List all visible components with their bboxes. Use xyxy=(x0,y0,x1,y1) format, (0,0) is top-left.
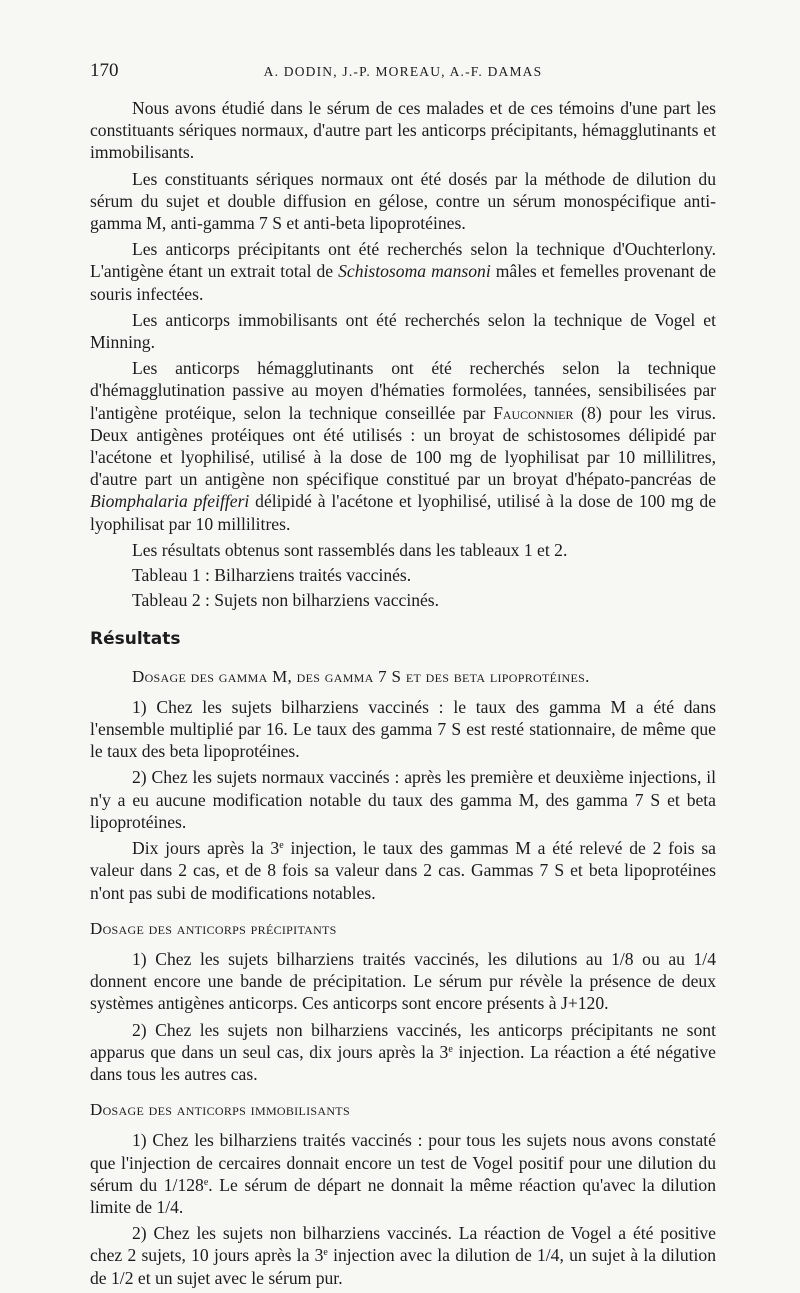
paragraph xyxy=(90,1129,716,1218)
page-number: 170 xyxy=(90,60,119,81)
body-text xyxy=(90,97,716,1293)
table-reference: Tableau 1 : Bilharziens traités vaccinés. xyxy=(132,565,412,586)
paragraph: Les résultats obtenus sont rassemblés dans les tableaux 1 et 2. xyxy=(132,539,568,560)
subsection-title: Dosage des anticorps immobilisants xyxy=(90,1100,350,1120)
paragraph: 1) Chez les sujets bilharziens vaccinés : le taux des gamma M a été dans l'ensemble multiplié par 16. Le taux des gamma 7 S est resté stationnaire, de même que le taux des beta lipoprotéines. xyxy=(90,696,716,762)
author-name: Fauconnier xyxy=(493,402,574,423)
species-name: Schistosoma mansoni xyxy=(338,261,491,282)
superscript: e xyxy=(448,1043,453,1055)
species-name: Biomphalaria pfeifferi xyxy=(90,491,250,512)
subsection-title: Dosage des anticorps précipitants xyxy=(90,918,337,938)
paragraph-text: injection avec la dilution de 1/4, un sujet à la dilution de 1/2 et un sujet avec le sérum pur. xyxy=(90,1245,716,1288)
superscript: e xyxy=(323,1247,328,1259)
paragraph xyxy=(90,1019,716,1086)
paragraph-text: . Le sérum de départ ne donnait la même réaction qu'avec la dilution limite de 1/4. xyxy=(90,1174,716,1217)
superscript: e xyxy=(203,1176,209,1188)
paragraph: 2) Chez les sujets normaux vaccinés : après les première et deuxième injections, il n'y a eu aucune modification notable du taux des gamma M, des gamma 7 S et beta lipoprotéines. xyxy=(90,767,716,832)
paragraph-text: 1) Chez les bilharziens traités vaccinés : pour tous les sujets nous avons constaté que l'injection de cercaires donnait encore un test de Vogel positif pour une dilution du sérum du 1/128 xyxy=(90,1130,716,1195)
paragraph-text: injection, le taux des gammas M a été relevé de 2 fois sa valeur dans 2 cas, et de 8 fois sa valeur dans 2 cas. Gammas 7 S et beta lipoprotéines n'ont pas subi de modifications notables. xyxy=(90,838,716,903)
paragraph: Nous avons étudié dans le sérum de ces malades et de ces témoins d'une part les constituants sériques normaux, d'autre part les anticorps précipitants, hémagglutinants et immobilisants. xyxy=(90,98,716,163)
paragraph: 1) Chez les sujets bilharziens traités vaccinés, les dilutions au 1/8 ou au 1/4 donnent encore une bande de précipitation. Le sérum pur révèle la présence de deux systèmes antigènes anticorps. Ces anticorps sont encore présents à J+120. xyxy=(90,948,716,1014)
paragraph-text: Les anticorps hémagglutinants ont été recherchés selon la technique d'hémagglutination passive au moyen d'hématies formolées, tannées, sensibilisées par l'antigène protéique, selon la technique conseillée par xyxy=(90,358,716,423)
page-header xyxy=(90,60,716,90)
section-heading-results: Résultats xyxy=(90,629,181,650)
paragraph: Les anticorps immobilisants ont été recherchés selon la technique de Vogel et Minning. xyxy=(90,309,716,353)
paragraph-text: mâles et femelles provenant de souris infectées. xyxy=(90,261,716,304)
paragraph xyxy=(90,837,716,904)
paragraph xyxy=(90,357,716,535)
paragraph xyxy=(90,238,716,305)
running-title: A. DODIN, J.-P. MOREAU, A.-F. DAMAS xyxy=(263,64,543,79)
table-reference: Tableau 2 : Sujets non bilharziens vaccinés. xyxy=(132,590,440,611)
paragraph-text: délipidé à l'acétone et lyophilisé, utilisé à la dose de 100 mg de lyophilisat par 10 millilitres. xyxy=(90,491,716,534)
paragraph-text: 2) Chez les sujets non bilharziens vaccinés, les anticorps précipitants ne sont apparus que dans un seul cas, dix jours après la 3 xyxy=(90,1019,716,1062)
subsection-title: Dosage des gamma M, des gamma 7 S et des beta lipoprotéines. xyxy=(132,666,590,686)
paragraph-text: (8) pour les virus. Deux antigènes protéiques ont été utilisés : un broyat de schistosomes délipidé par l'acétone et lyophilisé, utilisé à la dose de 100 mg de lyophilisat par 10 millilitres, d'autre part un antigène non spécifique constitué par un broyat d'hépato-pancréas de xyxy=(90,402,717,490)
paragraph-text: Les anticorps précipitants ont été recherchés selon la technique d'Ouchterlony. L'antigène étant un extrait total de xyxy=(90,239,716,282)
paragraph: Les constituants sériques normaux ont été dosés par la méthode de dilution du sérum du sujet et double diffusion en gélose, contre un sérum monospécifique anti-gamma M, anti-gamma 7 S et anti-beta lipoprotéines. xyxy=(90,168,716,234)
paragraph-text: injection. La réaction a été négative dans tous les autres cas. xyxy=(90,1041,716,1084)
paragraph-text: Dix jours après la 3 xyxy=(132,838,280,859)
paragraph-text: 2) Chez les sujets non bilharziens vaccinés. La réaction de Vogel a été positive chez 2 sujets, 10 jours après la 3 xyxy=(90,1223,716,1266)
superscript: e xyxy=(279,840,284,852)
paragraph xyxy=(90,1222,716,1289)
